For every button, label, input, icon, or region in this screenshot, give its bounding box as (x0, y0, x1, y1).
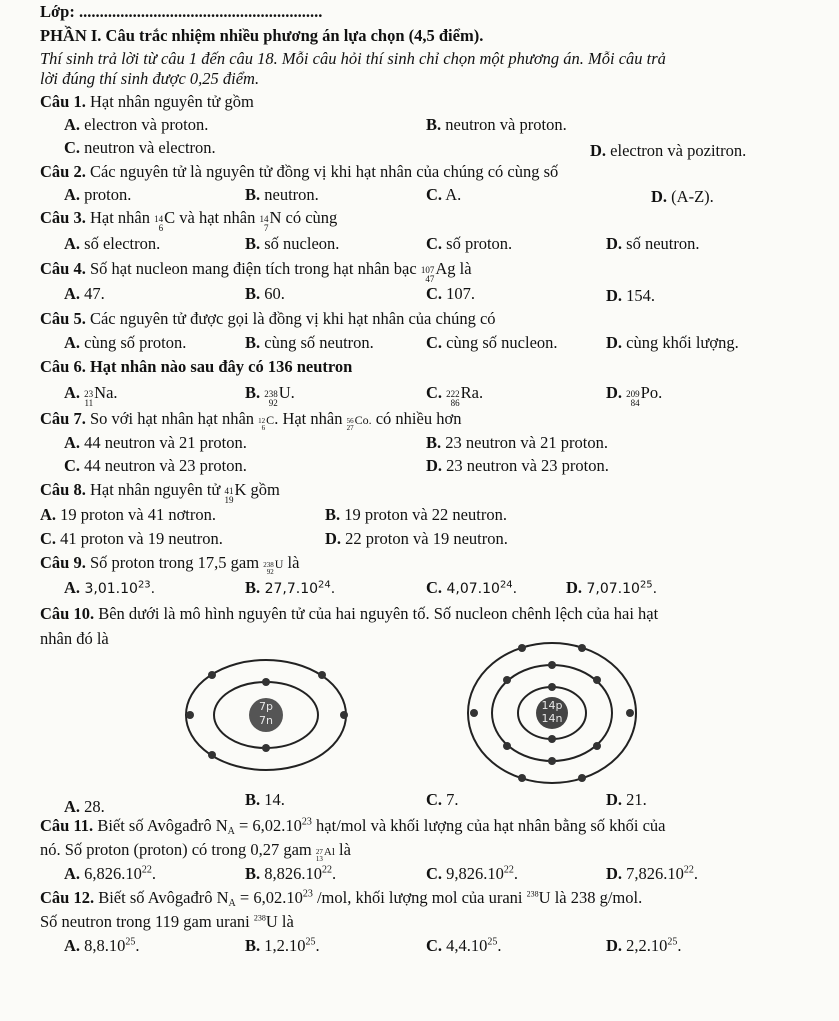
q9-option-b[interactable]: B. 27,7.10$^{24}$. (245, 578, 336, 597)
question-5: Câu 5. Các nguyên tử được gọi là đồng vị khi hạt nhân của chúng có (40, 309, 496, 328)
q7-option-d[interactable]: D. 23 neutron và 23 proton. (426, 456, 609, 475)
question-11: Câu 11. Biết số Avôgađrô $N_A = 6,02.10^{23}$ hạt/mol và khối lượng của hạt nhân bằng số khối của (40, 816, 666, 837)
q5-option-b[interactable]: B. cùng số neutron. (245, 333, 374, 352)
atom-model-left (182, 655, 372, 775)
q5-option-d[interactable]: D. cùng khối lượng. (606, 333, 739, 352)
q1-option-b[interactable]: B. neutron và proton. (426, 115, 567, 134)
q4-option-c[interactable]: C. 107. (426, 284, 476, 303)
q2-option-a[interactable]: A. proton. (64, 185, 132, 204)
q9-option-d[interactable]: D. 7,07.10$^{25}$. (566, 578, 658, 597)
q8-option-a[interactable]: A. 19 proton và 41 nơtron. (40, 505, 217, 524)
q7-option-c[interactable]: C. 44 neutron và 23 proton. (64, 456, 247, 475)
q2-option-c[interactable]: C. A. (426, 185, 462, 204)
q3-option-c[interactable]: C. số proton. (426, 234, 513, 253)
q12-option-b[interactable]: B. 1,2.10$^{25}$. (245, 936, 320, 955)
q9-option-c[interactable]: C. 4,07.10$^{24}$. (426, 578, 518, 597)
question-12: Câu 12. Biết số Avôgađrô $N_A = 6,02.10^{23}$ /mol, khối lượng mol của urani $^{238}$U là 238 g/mol. (40, 888, 643, 909)
nuclide-ag107: 107 47 Ag (420, 259, 456, 284)
question-1 (40, 92, 254, 112)
q1-option-c[interactable]: C. neutron và electron. (64, 138, 216, 157)
q5-option-c[interactable]: C. cùng số nucleon. (426, 333, 558, 352)
q12-option-c[interactable]: C. 4,4.10$^{25}$. (426, 936, 502, 955)
question-3: Câu 3. Hạt nhân 14 6 C và hạt nhân 14 7 N có cùng (40, 208, 338, 233)
q5-option-a[interactable]: A. cùng số proton. (64, 333, 187, 352)
q6-option-a[interactable]: A. 23 11 Na. (64, 383, 118, 408)
q6-option-c[interactable]: C. 222 86 Ra. (426, 383, 484, 408)
q8-option-b[interactable]: B. 19 proton và 22 neutron. (325, 505, 507, 524)
q7-option-a[interactable]: A. 44 neutron và 21 proton. (64, 433, 247, 452)
q11-option-a[interactable]: A. 6,826.10$^{22}$. (64, 864, 157, 883)
question-6: Câu 6. Hạt nhân nào sau đây có 136 neutron (40, 357, 353, 376)
question-text: Hạt nhân nguyên tử gồm (89, 92, 254, 111)
q1-option-d[interactable]: D. electron và pozitron. (590, 141, 747, 160)
q12-option-d[interactable]: D. 2,2.10$^{25}$. (606, 936, 682, 955)
q10-option-d[interactable]: D. 21. (606, 790, 647, 809)
atom2-protons: 14p (541, 699, 563, 712)
q3-option-b[interactable]: B. số nucleon. (245, 234, 340, 253)
q4-option-a[interactable]: A. 47. (64, 284, 105, 303)
question-11-line-2: nó. Số proton (proton) có trong 0,27 gam 27 13 Al là (40, 840, 351, 863)
q7-option-b[interactable]: B. 23 neutron và 21 proton. (426, 433, 608, 452)
question-4: Câu 4. Số hạt nucleon mang điện tích trong hạt nhân bạc 107 47 Ag là (40, 259, 472, 284)
q6-option-b[interactable]: B. 238 92 U. (245, 383, 295, 408)
q4-option-b[interactable]: B. 60. (245, 284, 285, 303)
q9-option-a[interactable]: A. 3,01.10$^{23}$. (64, 578, 156, 597)
q11-option-d[interactable]: D. 7,826.10$^{22}$. (606, 864, 699, 883)
q8-option-c[interactable]: C. 41 proton và 19 neutron. (40, 529, 223, 548)
atom-model-right (462, 638, 647, 788)
q2-option-b[interactable]: B. neutron. (245, 185, 319, 204)
nuclide-c14: 14 6 C (154, 208, 176, 233)
q11-option-b[interactable]: B. 8,826.10$^{22}$. (245, 864, 337, 883)
question-9: Câu 9. Số proton trong 17,5 gam 238 92 U là (40, 553, 300, 576)
question-2: Câu 2. Các nguyên tử là nguyên tử đồng vị khi hạt nhân của chúng có cùng số (40, 162, 559, 181)
q10-option-b[interactable]: B. 14. (245, 790, 285, 809)
nuclide-n14: 14 7 N (259, 208, 282, 233)
instruction-line-2: lời đúng thí sinh được 0,25 điểm. (40, 69, 260, 88)
question-10: Câu 10. Bên dưới là mô hình nguyên tử của hai nguyên tố. Số nucleon chênh lệch của hai hạt (40, 604, 659, 623)
question-10-line-2: nhân đó là (40, 629, 109, 648)
part-title: PHẦN I. Câu trắc nhiệm nhiều phương án lựa chọn (4,5 điểm). (40, 26, 484, 45)
question-8: Câu 8. Hạt nhân nguyên tử 41 19 K gồm (40, 480, 280, 505)
instruction-line-1: Thí sinh trả lời từ câu 1 đến câu 18. Mỗi câu hỏi thí sinh chỉ chọn một phương án. Mỗi câu trả (40, 49, 666, 68)
q3-option-a[interactable]: A. số electron. (64, 234, 161, 253)
atom2-neutrons: 14n (541, 712, 563, 725)
q2-option-d[interactable]: D. (A-Z). (651, 187, 714, 206)
q10-option-c[interactable]: C. 7. (426, 790, 459, 809)
q10-option-a[interactable]: A. 28. (64, 797, 105, 816)
question-label: Câu 1. (40, 92, 86, 111)
q3-option-d[interactable]: D. số neutron. (606, 234, 700, 253)
class-label: Lớp: ........................................................... (40, 2, 323, 21)
q11-option-c[interactable]: C. 9,826.10$^{22}$. (426, 864, 519, 883)
q6-option-d[interactable]: D. 209 84 Po. (606, 383, 663, 408)
question-7: Câu 7. So với hạt nhân hạt nhân 12 6 C . Hạt nhân 56 27 Co. có nhiều hơn (40, 409, 462, 432)
q12-option-a[interactable]: A. 8,8.10$^{25}$. (64, 936, 140, 955)
question-12-line-2: Số neutron trong 119 gam urani $^{238}$U là (40, 912, 294, 931)
q4-option-d[interactable]: D. 154. (606, 286, 656, 305)
q1-option-a[interactable]: A. electron và proton. (64, 115, 209, 134)
q8-option-d[interactable]: D. 22 proton và 19 neutron. (325, 529, 508, 548)
atom1-neutrons: 7n (259, 714, 273, 727)
atom1-protons: 7p (259, 700, 273, 713)
